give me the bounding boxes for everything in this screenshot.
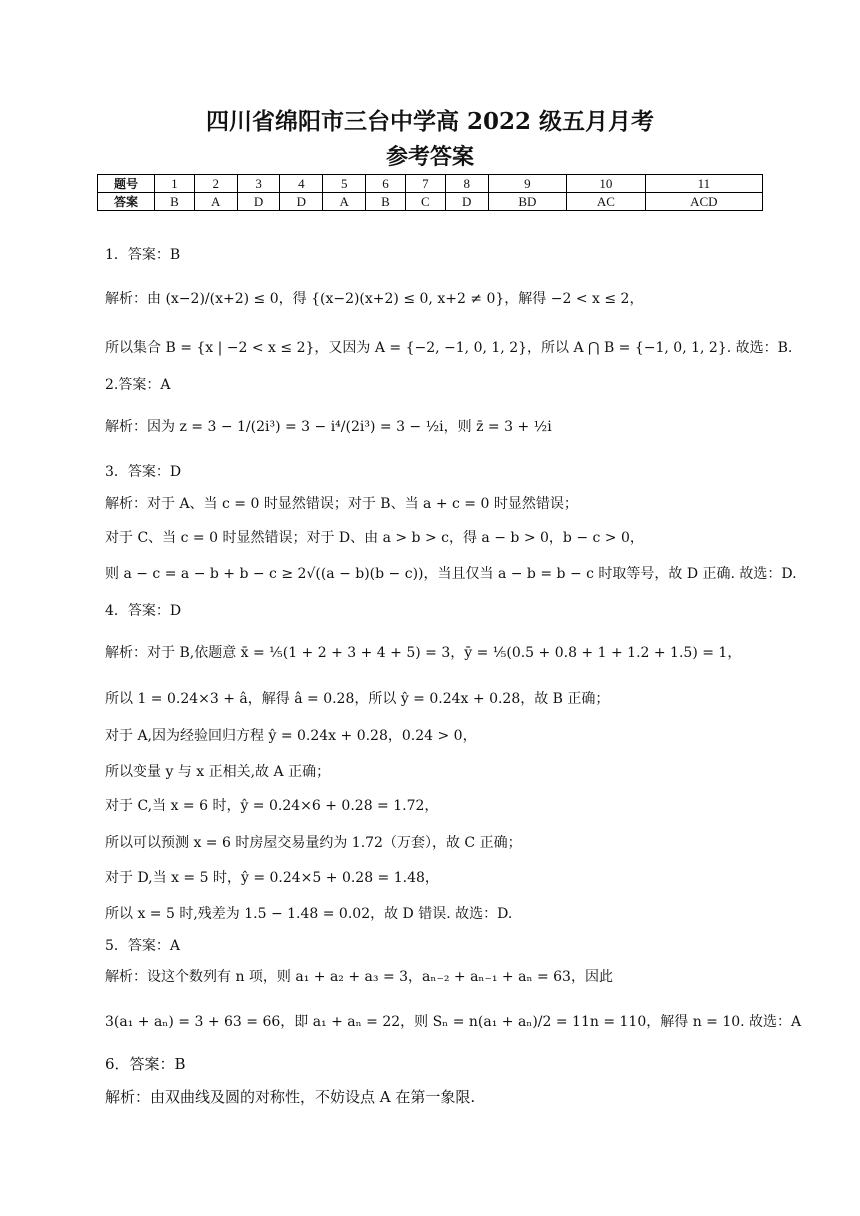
solution-line: 解析：由双曲线及圆的对称性，不妨设点 A 在第一象限. (105, 1088, 476, 1106)
solution-line: 所以 1 = 0.24×3 + â，解得 â = 0.28，所以 ŷ = 0.24x + 0.28，故 B 正确； (105, 691, 610, 707)
row-label-answer: 答案 (98, 193, 155, 211)
answer-heading-2: 2.答案：A (105, 377, 171, 393)
solution-line: 解析：由 (x−2)/(x+2) ≤ 0，得 {(x−2)(x+2) ≤ 0, x+2 ≠ 0}，解得 −2 < x ≤ 2， (105, 291, 644, 307)
solution-line: 解析：因为 z = 3 − 1/(2i³) = 3 − i⁴/(2i³) = 3 − ½i，则 z̄ = 3 + ½i (105, 419, 552, 435)
solution-line: 对于 C,当 x = 6 时，ŷ = 0.24×6 + 0.28 = 1.72， (105, 798, 439, 814)
question-number: 2 (194, 175, 237, 193)
solution-line: 对于 A,因为经验回归方程 ŷ = 0.24x + 0.28，0.24 > 0， (105, 728, 477, 744)
answer-table-answer-row (98, 193, 763, 211)
solution-line: 解析：对于 B,依题意 x̄ = ⅕(1 + 2 + 3 + 4 + 5) = 3，ȳ = ⅕(0.5 + 0.8 + 1 + 1.2 + 1.5) = 1， (105, 645, 742, 661)
answer-heading-5: 5．答案：A (105, 938, 181, 954)
row-label-number: 题号 (98, 175, 155, 193)
solution-line: 所以集合 B = {x | −2 < x ≤ 2}，又因为 A = {−2, −1, 0, 1, 2}，所以 A ⋂ B = {−1, 0, 1, 2}. 故选：B. (105, 340, 793, 356)
page-title: 四川省绵阳市三台中学高 2022 级五月月考 (205, 108, 655, 135)
question-number: 3 (237, 175, 280, 193)
answer-cell: D (237, 193, 280, 211)
solution-line: 解析：设这个数列有 n 项，则 a₁ + a₂ + a₃ = 3，aₙ₋₂ + aₙ₋₁ + aₙ = 63，因此 (105, 969, 613, 985)
solution-line: 3(a₁ + aₙ) = 3 + 63 = 66，即 a₁ + aₙ = 22，则 Sₙ = n(a₁ + aₙ)/2 = 11n = 110，解得 n = 10. 故选：A (105, 1014, 802, 1030)
answer-cell: ACD (645, 193, 762, 211)
question-number: 10 (567, 175, 646, 193)
answer-heading-1: 1．答案：B (105, 247, 181, 263)
answer-table (97, 174, 763, 211)
question-number: 9 (488, 175, 567, 193)
answer-cell: B (366, 193, 406, 211)
answer-cell: A (323, 193, 366, 211)
answer-heading-3: 3．答案：D (105, 464, 182, 480)
answer-cell: BD (488, 193, 567, 211)
question-number: 5 (323, 175, 366, 193)
answer-heading-6: 6．答案：B (105, 1055, 186, 1073)
answer-cell: AC (567, 193, 646, 211)
solution-line: 对于 C、当 c = 0 时显然错误；对于 D、由 a > b > c，得 a − b > 0，b − c > 0， (105, 530, 644, 546)
answer-cell: D (445, 193, 488, 211)
answer-cell: A (194, 193, 237, 211)
question-number: 1 (155, 175, 195, 193)
question-number: 7 (405, 175, 445, 193)
question-number: 11 (645, 175, 762, 193)
solution-line: 则 a − c = a − b + b − c ≥ 2√((a − b)(b − c))，当且仅当 a − b = b − c 时取等号，故 D 正确. 故选：D. (105, 566, 797, 582)
answer-table-number-row (98, 175, 763, 193)
answer-heading-4: 4．答案：D (105, 603, 182, 619)
question-number: 8 (445, 175, 488, 193)
solution-line: 所以 x = 5 时,残差为 1.5 − 1.48 = 0.02，故 D 错误. 故选：D. (105, 906, 513, 922)
solution-line: 对于 D,当 x = 5 时，ŷ = 0.24×5 + 0.28 = 1.48， (105, 870, 439, 886)
answer-cell: D (280, 193, 323, 211)
solution-line: 所以可以预测 x = 6 时房屋交易量约为 1.72（万套），故 C 正确； (105, 835, 522, 851)
solution-line: 所以变量 y 与 x 正相关,故 A 正确； (105, 764, 331, 780)
question-number: 6 (366, 175, 406, 193)
page-subtitle: 参考答案 (385, 144, 474, 170)
answer-cell: B (155, 193, 195, 211)
answer-cell: C (405, 193, 445, 211)
question-number: 4 (280, 175, 323, 193)
solution-line: 解析：对于 A、当 c = 0 时显然错误；对于 B、当 a + c = 0 时显然错误； (105, 496, 578, 512)
